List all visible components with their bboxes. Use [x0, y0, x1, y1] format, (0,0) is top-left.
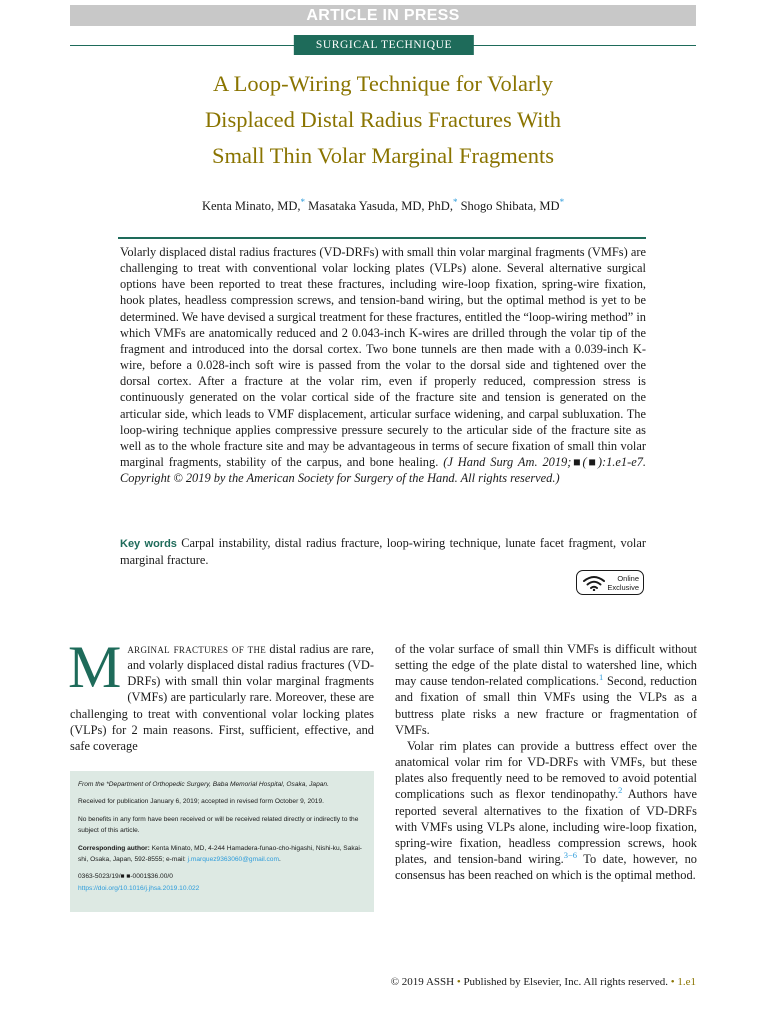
punctuation: .	[278, 856, 281, 864]
paragraph-text: To date, however, no consensus has been reached on which is the optimal method.	[395, 852, 698, 883]
email-link[interactable]: j.marquez9363060@gmail.com	[187, 856, 279, 864]
body-column-right	[395, 641, 697, 883]
received-note: Received for publication January 6, 2019; accepted in revised form October 9, 2019.	[78, 798, 324, 806]
author-name: Shogo Shibata, MD	[460, 199, 560, 214]
affiliation-mark[interactable]: *	[300, 197, 306, 207]
author-name: Masataka Yasuda, MD, PhD,	[308, 199, 453, 214]
author-name: Kenta Minato, MD,	[201, 199, 301, 214]
abstract-rule	[118, 237, 646, 239]
separator: •	[668, 976, 678, 988]
keywords-label: Key words	[120, 538, 177, 550]
article-info-box	[70, 771, 374, 912]
author-list	[70, 197, 696, 214]
affiliation-note: From the *Department of Orthopedic Surgery, Baba Memorial Hospital, Osaka, Japan.	[78, 781, 329, 788]
badge-line-1: Online	[617, 573, 639, 583]
benefits-note: No benefits in any form have been received or will be received related directly or indirectly to the subject of this article.	[78, 815, 359, 835]
article-title	[100, 66, 666, 174]
paragraph	[395, 738, 697, 883]
abstract	[120, 244, 646, 486]
corresponding-author-note	[78, 843, 366, 866]
paragraph-text: Volar rim plates can provide a buttress effect over the anatomical volar rim for VD-DRFs with VMFs, but these plates also frequently need to be removed to avoid potential complications such as flexor tendinopathy.	[395, 738, 697, 802]
publisher: Published by Elsevier, Inc. All rights reserved.	[463, 976, 668, 988]
title-line-2: Displaced Distal Radius Fractures With	[204, 107, 562, 132]
doi-link[interactable]: https://doi.org/10.1016/j.jhsa.2019.10.022	[78, 884, 200, 892]
reference-link[interactable]: 1	[599, 672, 604, 683]
title-line-3: Small Thin Volar Marginal Fragments	[211, 143, 555, 168]
badge-text	[607, 574, 639, 592]
paragraph	[395, 641, 697, 738]
body-text: distal radius are rare, and volarly displaced distal radius fractures (VD-DRFs) with small thin volar marginal fragments (VMFs) are particularly rare. Moreover, these are challenging to treat with conventional volar locking plates (VLPs) for 2 main reasons. First, sufficient, effective, and safe coverage	[70, 642, 374, 753]
title-line-1: A Loop-Wiring Technique for Volarly	[213, 71, 553, 96]
separator: •	[454, 976, 464, 988]
reference-link[interactable]: 3−6	[563, 849, 578, 860]
copyright: © 2019 ASSH	[390, 976, 455, 988]
page-number: 1.e1	[677, 976, 696, 988]
affiliation-mark[interactable]: *	[559, 197, 565, 207]
article-in-press-banner: ARTICLE IN PRESS	[70, 5, 696, 26]
page-footer	[391, 976, 696, 988]
abstract-citation: (J Hand Surg Am. 2019;■(■):1.e1-e7. Copyright © 2019 by the American Society for Surgery of the Hand. All rights reserved.)	[120, 455, 646, 486]
lead-in: arginal fractures of the	[127, 642, 267, 656]
online-exclusive-badge	[576, 570, 644, 595]
drop-cap: M	[68, 634, 122, 700]
issn-line: 0363-5023/19/■ ■-0001$36.00/0	[78, 873, 173, 881]
abstract-body: Volarly displaced distal radius fractures (VD-DRFs) with small thin volar marginal fragments (VMFs) are challenging to treat with conventional volar locking plates (VLPs) alone. Several alternative surgical options have been reported to treat these fractures, including wire-loop fixation, spring-wire fixation, hook plates, headless compression screws, and tension-band wiring, but the optimal method is yet to be determined. We have devised a surgical treatment for these fractures, entitled the “loop-wiring method” in which VMFs are anatomically reduced and 2 0.043-inch K-wires are drilled through the volar tip of the fragment and introduced into the dorsal cortex. Two bone tunnels are then made with a 0.039-inch K-wire, before a 0.028-inch soft wire is passed from the volar to the dorsal side and tightened over the dorsal cortex. After a fracture at the volar rim, even if properly reduced, compression stress is continuously generated on the volar cortical side of the fracture site and tension is generated on the articular side, which leads to VMF displacement, articular surface widening, and carpal subluxation. The loop-wiring technique applies compressive pressure securely to the articular side of the fracture site as well as to the whole fracture site and may be advantageous in terms of secure fixation of small thin volar marginal fragments, stability of the carpus, and bone healing.	[120, 245, 646, 470]
keywords-text: Carpal instability, distal radius fracture, loop-wiring technique, lunate facet fragment, volar marginal fracture.	[120, 536, 646, 568]
badge-line-2: Exclusive	[607, 582, 639, 592]
reference-link[interactable]: 2	[618, 785, 623, 796]
paragraph-text: Authors have reported several alternatives to the fixation of VD-DRFs with VMFs using VLPs alone, including wire-loop fixation, spring-wire fixation, headless compression screws, hook plates, and tension-band wiring.	[395, 787, 698, 867]
keywords	[120, 535, 646, 568]
wifi-icon	[582, 575, 606, 591]
affiliation-mark[interactable]: *	[452, 197, 458, 207]
body-column-left	[68, 634, 374, 754]
section-label: SURGICAL TECHNIQUE	[294, 35, 474, 55]
corresponding-label: Corresponding author:	[78, 844, 150, 852]
paragraph-text: of the volar surface of small thin VMFs is difficult without setting the edge of the plate distal to watershed line, which may cause tendon-related complications.	[395, 642, 697, 689]
paragraph-text: Second, reduction and fixation of small thin VMFs using the VLPs as a buttress plate risks a new fracture or fragmentation of VMFs.	[395, 674, 697, 737]
corresponding-text: Kenta Minato, MD, 4-244 Hamadera-funao-cho-higashi, Nishi-ku, Sakai-shi, Osaka, Japan, 592-8555; e-mail:	[78, 844, 362, 864]
